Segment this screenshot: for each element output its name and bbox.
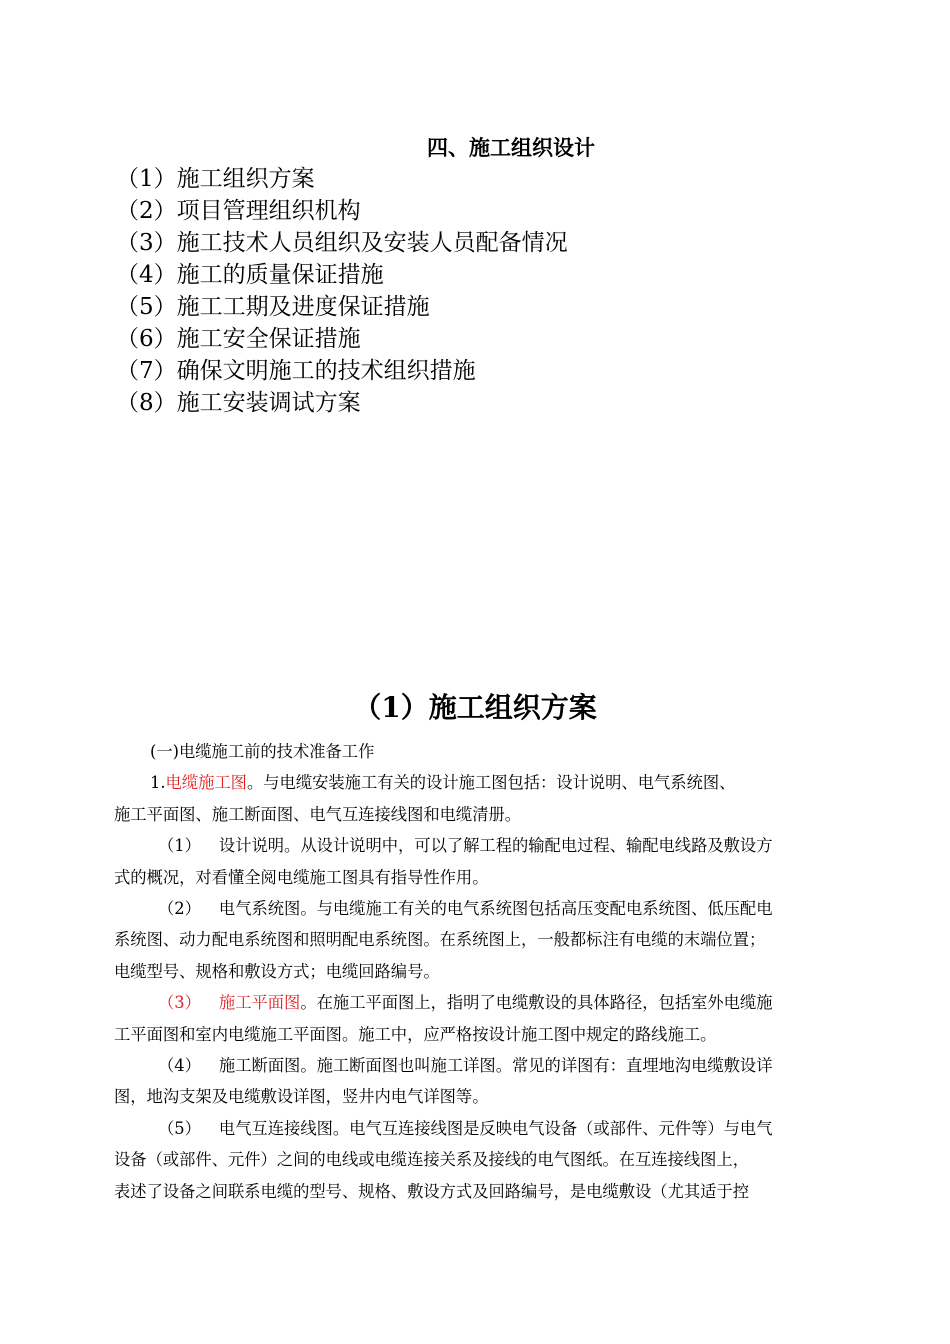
subsection-heading: (一)电缆施工前的技术准备工作 — [150, 742, 375, 761]
item1-highlight: 电缆施工图 — [165, 773, 247, 793]
sub3-line1 — [114, 987, 866, 1018]
sub4-line1 — [114, 1050, 866, 1081]
sub5-number: （5） — [158, 1118, 201, 1138]
sub5-text: 电气互连接线图。电气互连接线图是反映电气设备（或部件、元件等）与电气 — [218, 1118, 773, 1138]
item1-number: 1. — [150, 773, 166, 793]
sub4-line2: 图，地沟支架及电缆敷设详图，竖井内电气详图等。 — [114, 1087, 489, 1107]
sub1-text: 设计说明。从设计说明中，可以了解工程的输配电过程、输配电线路及敷设方 — [218, 836, 773, 856]
toc-item: （4）施工的质量保证措施 — [116, 262, 384, 288]
sub2-line1 — [114, 893, 866, 924]
toc-item: （3）施工技术人员组织及安装人员配备情况 — [116, 230, 568, 256]
toc-item: （6）施工安全保证措施 — [116, 326, 361, 352]
section-title: （1）施工组织方案 — [353, 691, 597, 724]
sub3-line2: 工平面图和室内电缆施工平面图。施工中，应严格按设计施工图中规定的路线施工。 — [114, 1024, 717, 1044]
body-text — [114, 736, 866, 1207]
item1-line1 — [114, 767, 866, 798]
sub3-text: 。在施工平面图上，指明了电缆敷设的具体路径，包括室外电缆施 — [300, 993, 773, 1013]
sub1-line2: 式的概况，对看懂全阅电缆施工图具有指导性作用。 — [114, 867, 489, 887]
sub1-number: （1） — [158, 836, 201, 856]
toc-item: （2）项目管理组织机构 — [116, 198, 361, 224]
sub1-line1 — [114, 830, 866, 861]
sub5-line2: 设备（或部件、元件）之间的电线或电缆连接关系及接线的电气图纸。在互连接线图上， — [114, 1150, 749, 1170]
sub5-line1 — [114, 1113, 866, 1144]
sub2-line2: 系统图、动力配电系统图和照明配电系统图。在系统图上，一般都标注有电缆的末端位置； — [114, 930, 766, 950]
sub4-text: 施工断面图。施工断面图也叫施工详图。常见的详图有：直埋地沟电缆敷设详 — [218, 1056, 773, 1076]
table-of-contents — [116, 163, 568, 419]
sub2-text: 电气系统图。与电缆施工有关的电气系统图包括高压变配电系统图、低压配电 — [218, 899, 773, 919]
toc-item: （7）确保文明施工的技术组织措施 — [116, 358, 476, 384]
sub2-line3: 电缆型号、规格和敷设方式；电缆回路编号。 — [114, 961, 440, 981]
sub3-number: （3） — [158, 993, 201, 1013]
sub2-number: （2） — [158, 899, 201, 919]
chapter-title: 四、施工组织设计 — [427, 135, 595, 160]
sub3-highlight: 施工平面图 — [218, 993, 301, 1013]
sub4-number: （4） — [158, 1056, 201, 1076]
toc-item: （1）施工组织方案 — [116, 166, 315, 192]
item1-text: 。与电缆安装施工有关的设计施工图包括：设计说明、电气系统图、 — [246, 773, 736, 793]
toc-item: （5）施工工期及进度保证措施 — [116, 294, 430, 320]
item1-line2: 施工平面图、施工断面图、电气互连接线图和电缆清册。 — [114, 804, 522, 824]
sub5-line3: 表述了设备之间联系电缆的型号、规格、敷设方式及回路编号，是电缆敷设（尤其适于控 — [114, 1181, 749, 1201]
toc-item: （8）施工安装调试方案 — [116, 390, 361, 416]
